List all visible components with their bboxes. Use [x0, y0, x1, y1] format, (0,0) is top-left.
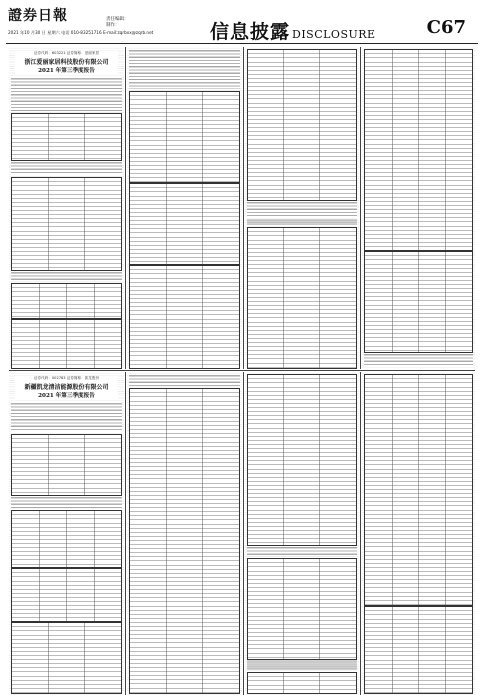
bottom-half — [9, 372, 475, 695]
column-2 — [127, 47, 242, 369]
page-number: C67 — [426, 17, 466, 38]
section-title-en: DISCLOSURE — [292, 28, 376, 41]
column-4 — [362, 47, 475, 369]
data-table — [11, 113, 122, 161]
text-block — [11, 271, 122, 281]
report-title: 2021 年第三季度报告 — [38, 68, 95, 74]
column-divider — [360, 47, 361, 369]
text-block — [11, 496, 122, 508]
data-table — [247, 49, 357, 201]
announcement-header — [15, 376, 118, 399]
data-table — [247, 672, 357, 694]
column-1 — [9, 372, 124, 695]
column-divider — [243, 372, 244, 695]
data-table — [11, 622, 122, 694]
column-2 — [127, 372, 242, 695]
text-block — [11, 161, 122, 175]
column-3 — [245, 372, 359, 695]
column-divider — [125, 47, 126, 369]
column-3 — [245, 47, 359, 369]
company-name: 浙江爱丽家居科技股份有限公司 — [24, 59, 109, 66]
section-title — [210, 17, 376, 44]
text-block — [129, 374, 240, 386]
newspaper-logo: 證券日報 — [8, 8, 68, 24]
data-table — [364, 251, 473, 353]
top-half — [9, 47, 475, 369]
highlight-row — [247, 219, 357, 225]
data-table — [129, 183, 240, 265]
announcement-header — [15, 51, 118, 74]
data-table — [247, 374, 357, 546]
data-table — [364, 374, 473, 606]
stock-code-line: 证券代码：603221 证券简称：爱丽家居 — [33, 51, 100, 55]
data-table — [11, 568, 122, 622]
text-block — [11, 402, 122, 432]
masthead-rule — [6, 43, 478, 44]
date-contact-line: 2021 年10 月30 日 星期六 电话 010-83251716 E-mail:zqrbxx@zqrb.net — [8, 30, 154, 35]
data-table — [11, 434, 122, 496]
data-table — [11, 283, 122, 319]
data-table — [364, 606, 473, 694]
text-block — [11, 77, 122, 111]
data-table — [364, 49, 473, 251]
data-table — [11, 177, 122, 271]
company-name: 新疆凯龙清洁能源股份有限公司 — [24, 384, 109, 391]
duty-editor-label: 责任编辑： — [106, 17, 129, 22]
data-table — [11, 510, 122, 568]
section-title-cn: 信息披露 — [210, 21, 291, 43]
highlight-row — [247, 660, 357, 670]
column-1 — [9, 47, 124, 369]
data-table — [247, 227, 357, 369]
data-table — [129, 388, 240, 694]
editor-credits — [106, 17, 129, 29]
text-block — [364, 353, 473, 367]
column-divider — [360, 372, 361, 695]
data-table — [129, 265, 240, 369]
data-table — [11, 319, 122, 369]
column-divider — [125, 372, 126, 695]
column-4 — [362, 372, 475, 695]
data-table — [247, 558, 357, 660]
stock-code-line: 证券代码：002783 证券简称：凯龙股份 — [33, 376, 100, 380]
text-block — [247, 546, 357, 556]
designer-label: 制作： — [106, 23, 120, 28]
data-table — [129, 91, 240, 183]
page-half-divider — [9, 370, 475, 371]
text-block — [129, 49, 240, 89]
column-divider — [243, 47, 244, 369]
text-block — [247, 201, 357, 217]
report-title: 2021 年第三季度报告 — [38, 393, 95, 399]
masthead — [6, 3, 478, 43]
